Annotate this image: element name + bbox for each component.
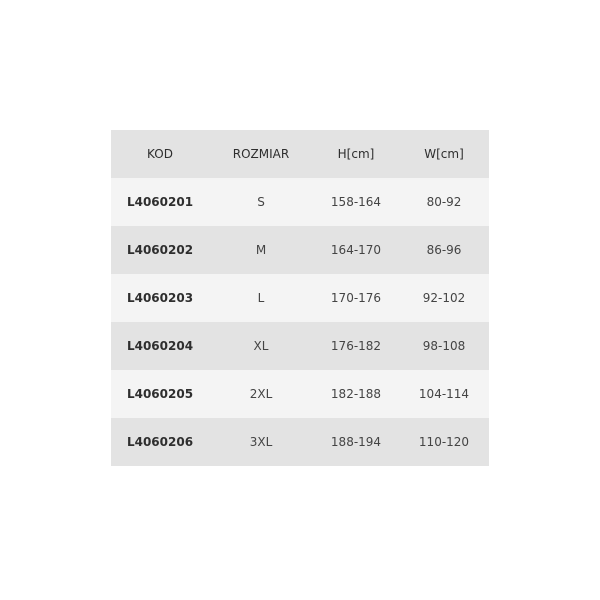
table-row <box>111 418 489 466</box>
cell-size: M <box>209 226 313 274</box>
cell-width: 110-120 <box>399 418 489 466</box>
cell-size: L <box>209 274 313 322</box>
cell-code: L4060205 <box>111 370 209 418</box>
cell-code: L4060201 <box>111 178 209 226</box>
table-row <box>111 226 489 274</box>
table-row <box>111 370 489 418</box>
table-row <box>111 274 489 322</box>
cell-width: 80-92 <box>399 178 489 226</box>
cell-height: 158-164 <box>313 178 399 226</box>
size-table <box>111 130 489 466</box>
table-row <box>111 178 489 226</box>
cell-width: 86-96 <box>399 226 489 274</box>
cell-height: 164-170 <box>313 226 399 274</box>
cell-height: 170-176 <box>313 274 399 322</box>
cell-width: 92-102 <box>399 274 489 322</box>
cell-size: 3XL <box>209 418 313 466</box>
header-kod: KOD <box>111 130 209 178</box>
cell-width: 98-108 <box>399 322 489 370</box>
header-row <box>111 130 489 178</box>
cell-height: 188-194 <box>313 418 399 466</box>
header-rozmiar: ROZMIAR <box>209 130 313 178</box>
cell-code: L4060202 <box>111 226 209 274</box>
header-height: H[cm] <box>313 130 399 178</box>
table-body <box>111 178 489 466</box>
cell-size: XL <box>209 322 313 370</box>
cell-size: 2XL <box>209 370 313 418</box>
table-row <box>111 322 489 370</box>
cell-width: 104-114 <box>399 370 489 418</box>
cell-code: L4060204 <box>111 322 209 370</box>
cell-code: L4060203 <box>111 274 209 322</box>
cell-code: L4060206 <box>111 418 209 466</box>
cell-size: S <box>209 178 313 226</box>
header-width: W[cm] <box>399 130 489 178</box>
table-header <box>111 130 489 178</box>
cell-height: 176-182 <box>313 322 399 370</box>
cell-height: 182-188 <box>313 370 399 418</box>
